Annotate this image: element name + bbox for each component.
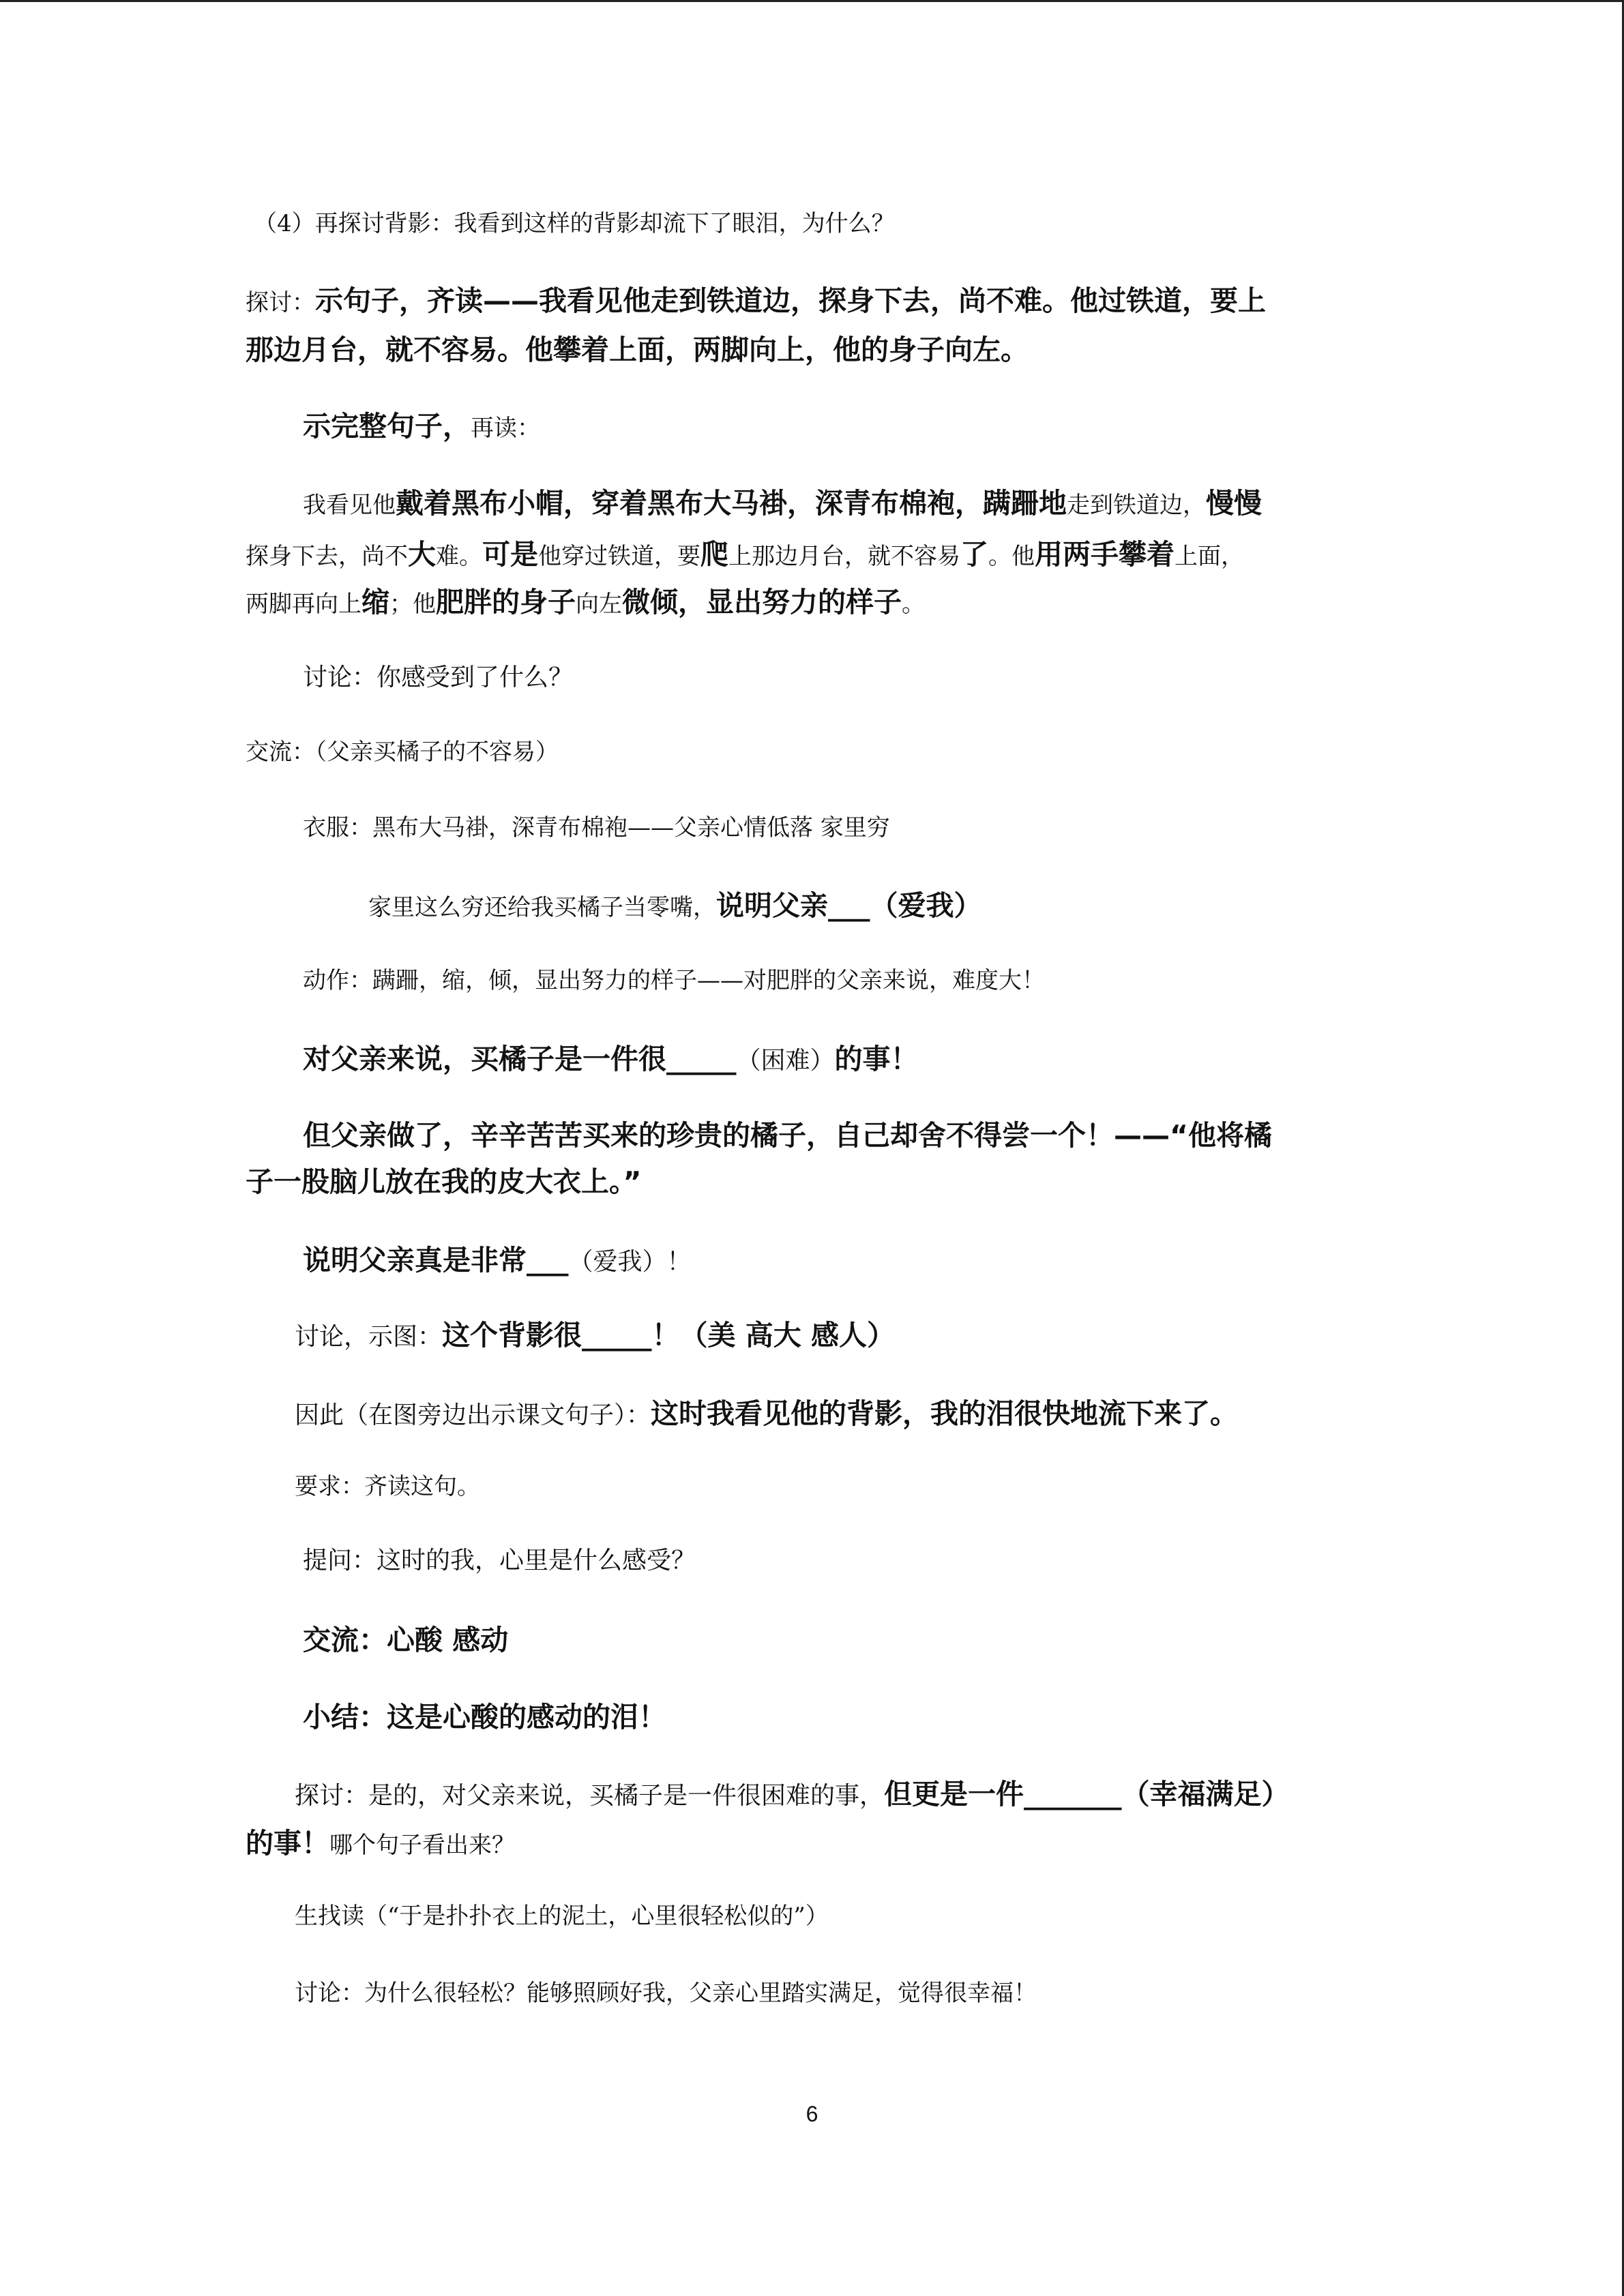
text-segment: 再读： [471, 415, 540, 442]
text-line [303, 809, 890, 842]
text-segment: （困难） [736, 1047, 835, 1075]
text-line [303, 1037, 919, 1077]
text-segment: 。他 [988, 543, 1035, 570]
text-segment: 那边月台，就不容易。他攀着上面，两脚向上，他的身子向左。 [246, 333, 1029, 366]
text-segment: 但父亲做了，辛辛苦苦买来的珍贵的橘子，自己却舍不得尝一个！——“他将橘 [303, 1119, 1272, 1152]
text-line [246, 580, 925, 620]
text-segment: 可是 [482, 538, 538, 571]
text-line [303, 404, 540, 444]
text-segment: 说明父亲___（爱我） [716, 889, 982, 922]
text-segment: 探身下去，尚不 [246, 543, 408, 570]
text-segment: （爱我）！ [568, 1248, 692, 1276]
text-line [303, 1695, 666, 1735]
text-segment: 提问：这时的我，心里是什么感受？ [303, 1547, 696, 1575]
page-top-border [0, 0, 1624, 2]
text-segment: 的事！ [246, 1827, 329, 1860]
text-segment: 微倾，显出努力的样子 [622, 586, 902, 618]
text-segment: 。 [902, 591, 925, 618]
text-line [246, 1159, 641, 1199]
text-line [246, 733, 559, 766]
text-segment: 戴着黑布小帽，穿着黑布大马褂，深青布棉袍，蹒跚地 [396, 487, 1067, 520]
text-segment: 他穿过铁道，要 [538, 543, 700, 570]
text-segment: 这个背影很_____！（美 高大 感人） [442, 1319, 896, 1352]
text-segment: 子一股脑儿放在我的皮大衣上。” [246, 1165, 642, 1198]
text-line [303, 961, 1045, 995]
text-line [368, 883, 982, 923]
text-segment: 探讨： [246, 289, 315, 316]
text-segment: 生找读（“于是扑扑衣上的泥土，心里很轻松似的”） [295, 1903, 829, 1930]
text-line [254, 205, 895, 238]
text-segment: 大 [408, 538, 436, 571]
text-segment: 因此（在图旁边出示课文句子）： [295, 1401, 651, 1429]
text-line [303, 1238, 692, 1278]
text-segment: 的事！ [834, 1043, 919, 1075]
text-segment: 向左 [576, 591, 622, 618]
text-line [295, 1391, 1238, 1431]
text-segment: 要求：齐读这句。 [295, 1473, 480, 1500]
text-segment: 肥胖的身子 [436, 586, 576, 618]
text-segment: 上面， [1175, 543, 1244, 570]
text-segment: 示完整句子， [303, 410, 471, 443]
text-segment: 爬 [700, 538, 728, 571]
text-line [295, 1772, 1290, 1812]
text-segment: 家里这么穷还给我买橘子当零嘴， [368, 894, 716, 921]
text-segment: 我看见他 [303, 492, 396, 519]
text-segment: 讨论，示图： [295, 1323, 443, 1351]
text-line [303, 658, 573, 693]
text-line [295, 1974, 1037, 2008]
text-segment: 交流：（父亲买橘子的不容易） [246, 739, 559, 766]
text-segment: 了 [960, 538, 988, 571]
text-line [295, 1467, 480, 1501]
text-segment: ；他 [389, 591, 436, 618]
text-line [303, 481, 1262, 521]
text-segment: 说明父亲真是非常___ [303, 1244, 569, 1277]
text-line [246, 278, 1266, 318]
text-segment: 探讨：是的，对父亲来说，买橘子是一件很困难的事， [295, 1782, 885, 1810]
text-segment: 衣服：黑布大马褂，深青布棉袍——父亲心情低落 家里穷 [303, 814, 890, 841]
text-segment: 讨论：为什么很轻松？能够照顾好我，父亲心里踏实满足，觉得很幸福！ [295, 1980, 1037, 2007]
text-segment: 动作：蹒跚，缩，倾，显出努力的样子——对肥胖的父亲来说，难度大！ [303, 967, 1045, 994]
text-segment: 缩 [361, 586, 389, 618]
text-segment: 示句子，齐读——我看见他走到铁道边，探身下去，尚不难。他过铁道，要上 [315, 284, 1266, 317]
page-number: 6 [806, 2102, 818, 2126]
text-line [246, 532, 1244, 572]
text-segment: 对父亲来说，买橘子是一件很_____ [303, 1043, 737, 1075]
text-line [295, 1313, 895, 1353]
text-segment: （4）再探讨背影：我看到这样的背影却流下了眼泪，为什么？ [254, 210, 895, 237]
text-segment: 讨论：你感受到了什么？ [303, 664, 574, 691]
text-line [295, 1897, 829, 1930]
text-segment: 上那边月台，就不容易 [728, 543, 960, 570]
text-line [303, 1541, 696, 1576]
text-segment: 难。 [436, 543, 482, 570]
text-line [303, 1113, 1272, 1153]
text-line [246, 1821, 515, 1861]
text-line [303, 1617, 508, 1658]
text-segment: 用两手攀着 [1035, 538, 1175, 571]
text-segment: 小结：这是心酸的感动的泪！ [303, 1701, 666, 1733]
text-segment: 慢慢 [1206, 487, 1262, 520]
text-segment: 交流：心酸 感动 [303, 1624, 509, 1656]
text-line [246, 327, 1029, 368]
text-segment: 两脚再向上 [246, 591, 361, 618]
text-segment: 但更是一件_______（幸福满足） [884, 1778, 1290, 1810]
text-segment: 走到铁道边， [1067, 492, 1206, 519]
text-segment: 这时我看见他的背影，我的泪很快地流下来了。 [651, 1397, 1239, 1430]
text-segment: 哪个句子看出来？ [329, 1832, 515, 1859]
